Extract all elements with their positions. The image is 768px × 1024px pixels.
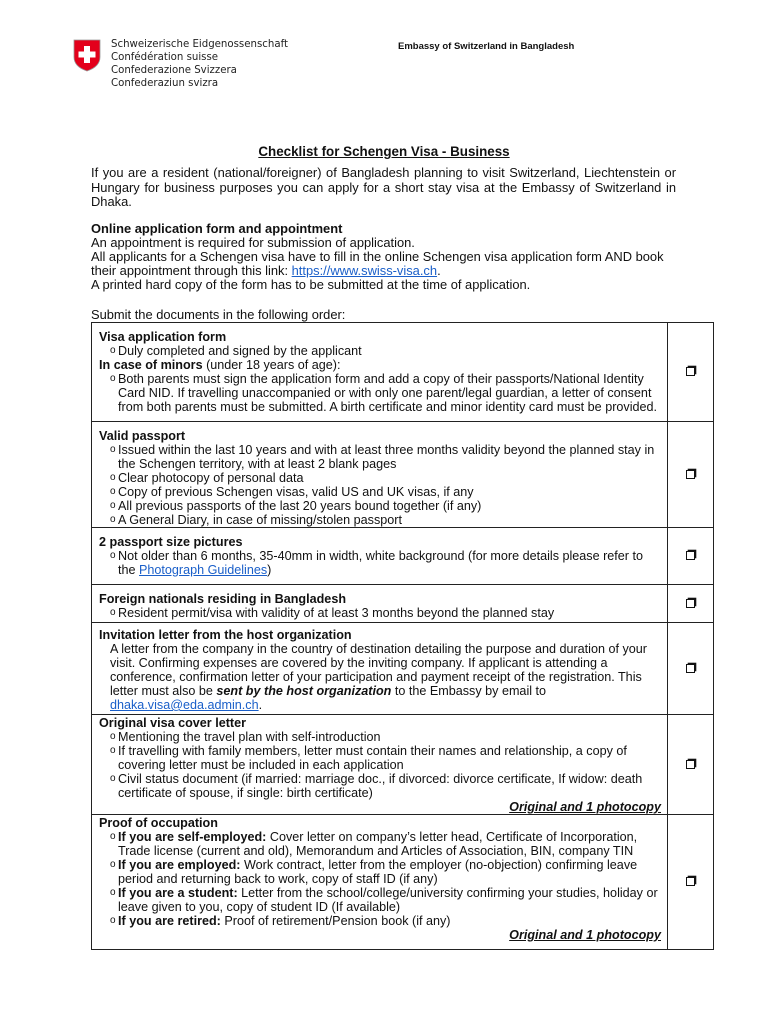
federation-name-rm: Confederaziun svizra: [111, 78, 219, 89]
cell-body: [92, 715, 667, 814]
checklist-table: [91, 322, 714, 950]
section-heading: Online application form and appointment: [91, 221, 343, 236]
text: Proof of retirement/Pension book (if any): [220, 914, 451, 928]
item-paragraph: [99, 642, 661, 712]
bullet-icon: o: [110, 514, 116, 525]
bullet-icon: o: [110, 607, 116, 618]
text: Clear photocopy of personal data: [118, 471, 304, 485]
link[interactable]: dhaka.visa@eda.admin.ch: [110, 698, 259, 712]
cell-body: [92, 528, 667, 577]
text: Cover letter on company’s letter head, Certificate of Incorporation, Trade license (current and old), Memorandum and Articles of Association, BIN, company TIN: [118, 830, 638, 858]
text: If you are employed:: [118, 858, 241, 872]
checklist-content: [92, 815, 668, 950]
text: Visa application form: [99, 330, 227, 344]
bullet-item: [99, 485, 661, 499]
federation-name-fr: Confédération suisse: [111, 52, 219, 63]
cell-body: [92, 623, 667, 712]
text: .: [258, 698, 263, 712]
text: Original and 1 photocopy: [509, 800, 661, 814]
text: Both parents must sign the application form and add a copy of their passports/National Identity Card NID. If travelling unaccompanied or with only one parent/legal guardian, a letter of consent from both parents must be submitted. A birth certificate and minor identity card must be provided.: [118, 372, 657, 414]
text: In case of minors: [99, 358, 203, 372]
intro-paragraph: If you are a resident (national/foreigner) of Bangladesh planning to visit Switzerland, Liechtenstein or Hungary for business purposes you can apply for a short stay visa at the Embassy of Switzerland in Dhaka.: [91, 165, 676, 209]
checkbox[interactable]: [686, 664, 695, 673]
bullet-item: [99, 513, 661, 527]
bullet-icon: o: [110, 444, 116, 455]
cell-body: [92, 422, 667, 527]
checklist-row: [92, 585, 714, 623]
text: Letter from the school/college/university confirming your studies, holiday or leave given to you, copy of student ID (If available): [118, 886, 658, 914]
bullet-icon: o: [110, 550, 116, 561]
hard-copy-text: A printed hard copy of the form has to be submitted at the time of application.: [91, 277, 531, 292]
bullet-item: [99, 772, 661, 800]
checkbox-cell: [668, 585, 714, 623]
swiss-visa-link[interactable]: https://www.swiss-visa.ch: [291, 263, 438, 278]
item-heading: [99, 429, 661, 443]
cell-body: [92, 815, 667, 942]
text: Resident permit/visa with validity of at least 3 months beyond the planned stay: [118, 606, 555, 620]
bullet-item: [99, 886, 661, 914]
item-heading: [99, 535, 661, 549]
text: sent by the host organization: [216, 684, 392, 698]
swiss-coat-of-arms-logo: [73, 39, 101, 72]
bullet-icon: o: [110, 831, 116, 842]
bullet-icon: o: [110, 373, 116, 384]
checkbox-cell: [668, 715, 714, 815]
bullet-item: [99, 499, 661, 513]
online-form-text: [91, 250, 691, 278]
text: Mentioning the travel plan with self-introduction: [118, 730, 381, 744]
bullet-item: [99, 549, 661, 577]
item-heading: [99, 716, 661, 730]
bullet-item: [99, 914, 661, 928]
item-heading: [99, 592, 661, 606]
checklist-row: [92, 715, 714, 815]
period: .: [437, 263, 441, 278]
text: All previous passports of the last 20 years bound together (if any): [118, 499, 482, 513]
item-heading: [99, 330, 661, 344]
text: Proof of occupation: [99, 816, 218, 830]
bullet-icon: o: [110, 915, 116, 926]
text: (under 18 years of age):: [202, 358, 341, 372]
checklist-content: [92, 528, 668, 585]
checkbox[interactable]: [686, 760, 695, 769]
bullet-icon: o: [110, 859, 116, 870]
text: Invitation letter from the host organization: [99, 628, 352, 642]
item-heading: [99, 816, 661, 830]
item-heading: [99, 628, 661, 642]
original-copy-note: [99, 928, 661, 942]
text: If you are self-employed:: [118, 830, 267, 844]
text: Duly completed and signed by the applicant: [118, 344, 362, 358]
checkbox[interactable]: [686, 599, 695, 608]
text: If you are retired:: [118, 914, 221, 928]
page-title: Checklist for Schengen Visa - Business: [258, 144, 510, 159]
bullet-icon: o: [110, 486, 116, 497]
order-instruction: Submit the documents in the following order:: [91, 307, 346, 322]
checkbox-cell: [668, 422, 714, 528]
checkbox[interactable]: [686, 367, 695, 376]
text: A General Diary, in case of missing/stolen passport: [118, 513, 402, 527]
checklist-row: [92, 623, 714, 715]
checklist-row: [92, 528, 714, 585]
bullet-icon: o: [110, 773, 116, 784]
bullet-item: [99, 606, 661, 620]
text: Foreign nationals residing in Bangladesh: [99, 592, 347, 606]
checkbox-cell: [668, 323, 714, 422]
text: ): [267, 563, 272, 577]
bullet-icon: o: [110, 472, 116, 483]
bullet-icon: o: [110, 887, 116, 898]
federation-name-it: Confederazione Svizzera: [111, 65, 237, 76]
bullet-icon: o: [110, 345, 116, 356]
checkbox-cell: [668, 623, 714, 715]
online-application-section: [91, 222, 691, 292]
original-copy-note: [99, 800, 661, 814]
bullet-item: [99, 372, 661, 414]
text: If travelling with family members, letter must contain their names and relationship, a copy of covering letter must be included in each application: [118, 744, 627, 772]
text: Issued within the last 10 years and with at least three months validity beyond the planned stay in the Schengen territory, with at least 2 blank pages: [118, 443, 655, 471]
federation-name-de: Schweizerische Eidgenossenschaft: [111, 39, 288, 50]
text: Valid passport: [99, 429, 186, 443]
checkbox[interactable]: [686, 470, 695, 479]
checklist-row: [92, 815, 714, 950]
checklist-content: [92, 715, 668, 815]
text: Original visa cover letter: [99, 716, 246, 730]
bullet-item: [99, 344, 661, 358]
embassy-name: Embassy of Switzerland in Bangladesh: [398, 41, 575, 52]
checklist-content: [92, 623, 668, 715]
checkbox-cell: [668, 528, 714, 585]
checklist-content: [92, 585, 668, 623]
appointment-text: An appointment is required for submission of application.: [91, 235, 415, 250]
text: 2 passport size pictures: [99, 535, 243, 549]
bullet-icon: o: [110, 500, 116, 511]
text: A letter from the company in the country of destination detailing the purpose and duration of your visit. Confirming expenses are covered by the inviting company. If applicant is attending a conference, confirmation letter of your participation and payment receipt of the registration. This letter must also be: [110, 642, 647, 698]
cell-body: [92, 323, 667, 414]
text: If you are a student:: [118, 886, 238, 900]
text: Original and 1 photocopy: [509, 928, 661, 942]
bullet-item: [99, 858, 661, 886]
bullet-icon: o: [110, 731, 116, 742]
bullet-item: [99, 730, 661, 744]
checkbox-cell: [668, 815, 714, 950]
bullet-icon: o: [110, 745, 116, 756]
checklist-content: [92, 323, 668, 422]
bullet-item: [99, 744, 661, 772]
checklist-row: [92, 422, 714, 528]
checkbox[interactable]: [686, 877, 695, 886]
online-form-text-body: All applicants for a Schengen visa have to fill in the online Schengen visa application form AND book their appointment through this link:: [91, 249, 664, 278]
link[interactable]: Photograph Guidelines: [139, 563, 268, 577]
text: Work contract, letter from the employer (no-objection) confirming leave period and returning back to work, copy of staff ID (if any): [118, 858, 638, 886]
bullet-item: [99, 830, 661, 858]
bullet-item: [99, 443, 661, 471]
text: Not older than 6 months, 35-40mm in width, white background (for more details please refer to the: [118, 549, 644, 577]
text: Civil status document (if married: marriage doc., if divorced: divorce certificate, If widow: death certificate of spouse, if single: birth certificate): [118, 772, 643, 800]
item-heading: [99, 358, 661, 372]
checklist-row: [92, 323, 714, 422]
checkbox[interactable]: [686, 551, 695, 560]
federation-names: [111, 38, 288, 90]
bullet-item: [99, 471, 661, 485]
cell-body: [92, 585, 667, 620]
text: Copy of previous Schengen visas, valid US and UK visas, if any: [118, 485, 474, 499]
checklist-content: [92, 422, 668, 528]
text: to the Embassy by email to: [391, 684, 547, 698]
